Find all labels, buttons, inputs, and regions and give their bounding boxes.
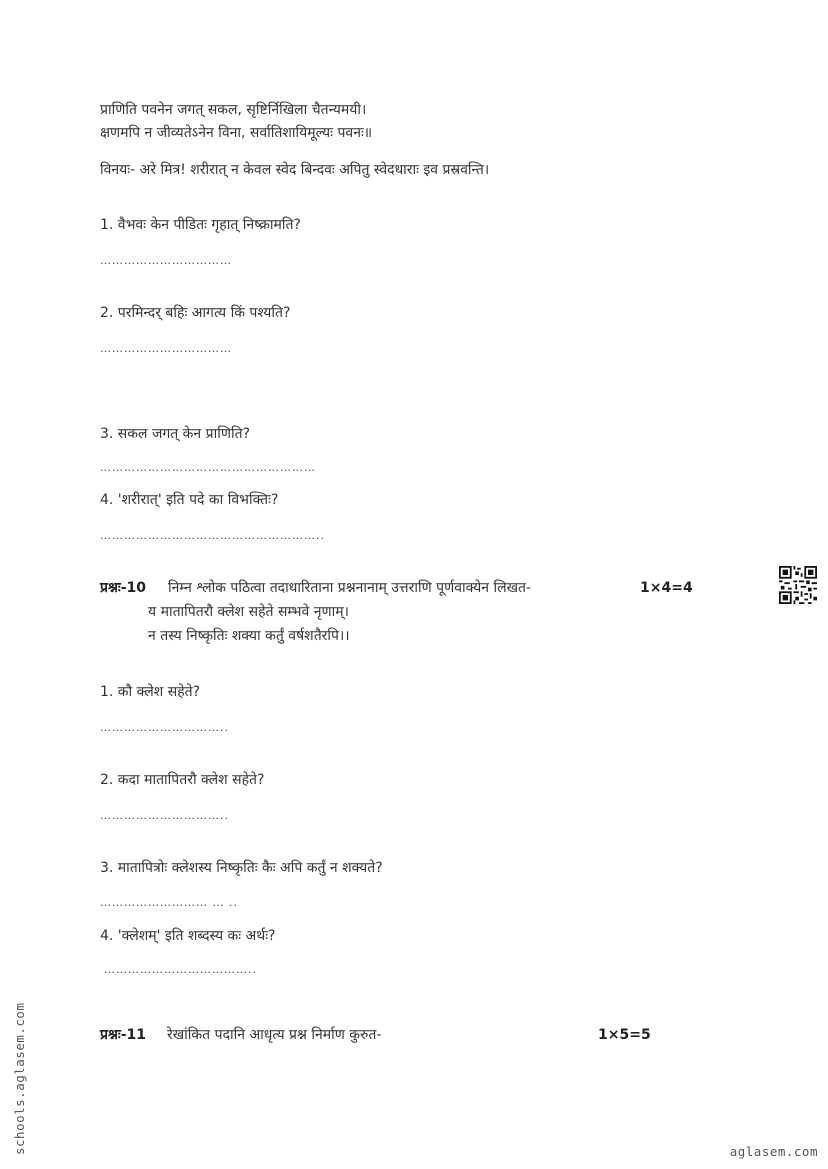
vinay-dialogue: विनयः- अरे मित्र! शरीरात् न केवल स्वेद बिन्दवः अपितु स्वेदधाराः इव प्रस्रवन्ति। — [100, 162, 490, 178]
q10-label: प्रश्नः-10 — [100, 580, 146, 596]
question-b-2: 2. कदा मातापितरौ क्लेश सहेते? — [100, 772, 265, 788]
q10-verse-line-1: य मातापितरौ क्लेश सहेते सम्भवे नृणाम्। — [148, 604, 349, 620]
answer-line-b-3: ……………………… … .. — [100, 896, 238, 909]
q11-marks: 1×5=5 — [598, 1027, 651, 1043]
q10-marks: 1×4=4 — [640, 580, 693, 596]
answer-line-a-4: ……………………………………………….. — [100, 529, 325, 542]
question-b-1: 1. कौ क्लेश सहेते? — [100, 684, 201, 700]
answer-line-a-1: …………………………… — [100, 254, 232, 267]
answer-line-b-1: ………………………….. — [100, 721, 229, 734]
q10-verse-line-2: न तस्य निष्कृतिः शक्या कर्तुं वर्षशतैरपि।। — [148, 628, 350, 644]
q11-label: प्रश्नः-11 — [100, 1027, 146, 1043]
question-a-1: 1. वैभवः केन पीडितः गृहात् निष्क्रामति? — [100, 217, 301, 233]
question-b-4: 4. 'क्लेशम्' इति शब्दस्य कः अर्थः? — [100, 928, 276, 944]
side-watermark: schools.aglasem.com — [12, 1002, 27, 1155]
question-b-3: 3. मातापित्रोः क्लेशस्य निष्कृतिः कैः अपि कर्तुं न शक्यते? — [100, 860, 383, 876]
q10-instruction: निम्न श्लोक पठित्वा तदाधारिताना प्रश्ननानाम् उत्तराणि पूर्णवाक्येन लिखत- — [168, 580, 532, 596]
verse-line-1: प्राणिति पवनेन जगत् सकल, सृष्टिर्निखिला चैतन्यमयी। — [100, 102, 367, 118]
qr-code-icon — [779, 566, 817, 604]
footer-watermark: aglasem.com — [729, 1144, 818, 1159]
verse-line-2: क्षणमपि न जीव्यतेऽनेन विना, सर्वातिशायिमूल्यः पवनः॥ — [100, 125, 373, 141]
question-a-3: 3. सकल जगत् केन प्राणिति? — [100, 426, 251, 442]
answer-line-b-2: ………………………….. — [100, 809, 229, 822]
question-a-2: 2. परमिन्दर् बहिः आगत्य किं पश्यति? — [100, 305, 291, 321]
q11-instruction: रेखांकित पदानि आधृत्य प्रश्न निर्माण कुरुत- — [167, 1027, 382, 1043]
question-a-4: 4. 'शरीरात्' इति पदे का विभक्तिः? — [100, 492, 279, 508]
answer-line-b-4: ……………………………….. — [104, 963, 257, 976]
answer-line-a-3: ……………………………………………… — [100, 461, 316, 474]
answer-line-a-2: …………………………… — [100, 342, 232, 355]
